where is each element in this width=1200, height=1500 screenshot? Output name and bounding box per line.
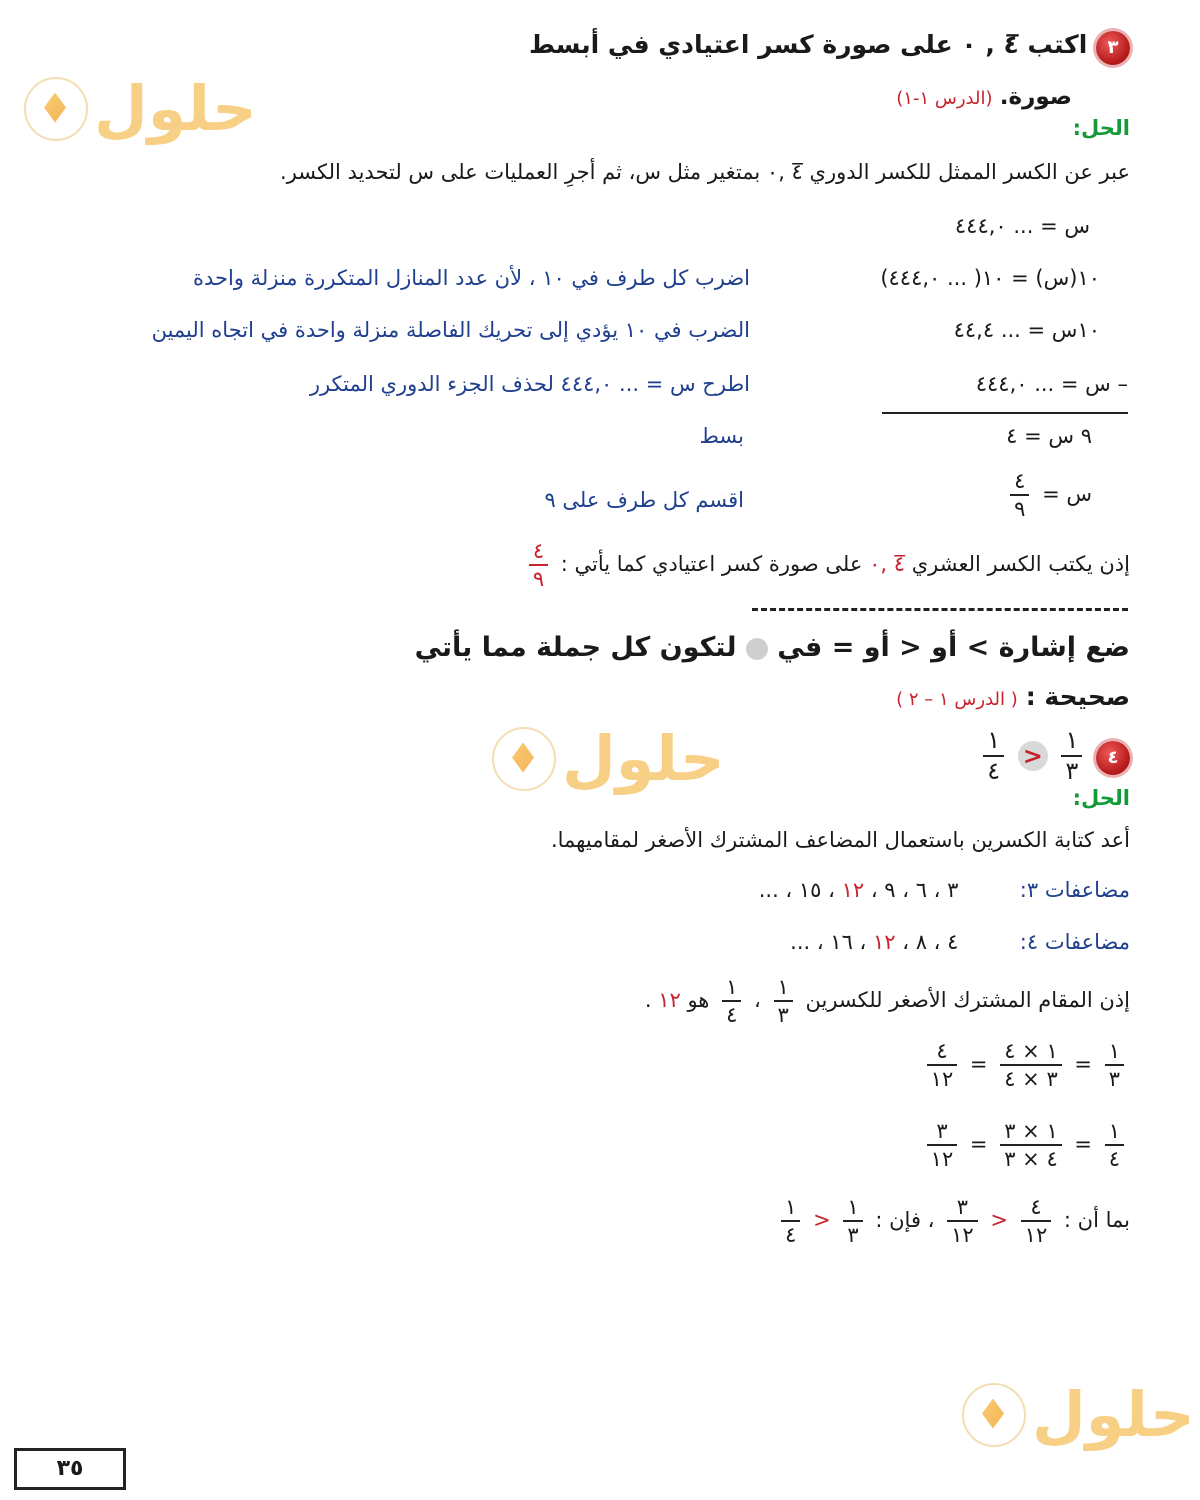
q3-step-eq: – س = ... ٤٤٤,٠: [975, 372, 1128, 396]
q3-step-eq: س = ... ٤٤٤,٠: [954, 214, 1090, 238]
lcd-statement: إذن المقام المشترك الأصغر للكسرين $\frac{١}{٣}$ ، $\frac{١}{٤}$ هو ١٢ .: [644, 975, 1130, 1028]
less-than-sign: <: [813, 1208, 831, 1233]
fraction: $\frac{١ \times ٣}{٤ \times ٣}$: [1000, 1120, 1062, 1170]
q3-step-note: بسط: [699, 424, 744, 448]
fraction: $\frac{١}{٣}$: [1105, 1040, 1124, 1090]
fraction: $\frac{١}{٤}$: [722, 976, 741, 1026]
compare-instruction: ضع إشارة > أو < أو = في لتكون كل جملة مما يأتي: [414, 632, 1130, 663]
fraction: $\frac{٣}{١٢}$: [947, 1196, 978, 1246]
q3-step-eq: ١٠س = ... ٤٤,٤: [953, 318, 1100, 342]
multiples-of-3: مضاعفات ٣: ٣ ، ٦ ، ٩ ، ١٢ ، ١٥ ، ...: [758, 878, 1130, 902]
q3-step-note: الضرب في ١٠ يؤدي إلى تحريك الفاصلة منزلة واحدة في اتجاه اليمين: [151, 318, 750, 342]
q3-step-eq: ٩ س = ٤: [1006, 424, 1092, 448]
fraction: $\frac{١}{٣}$: [1061, 728, 1082, 784]
q4-badge: ٤: [1096, 741, 1130, 775]
q3-final-eq: س = $\frac{٤}{٩}$: [1004, 470, 1092, 520]
q4-intro: أعد كتابة الكسرين باستعمال المضاعف المشترك الأصغر لمقاميهما.: [550, 828, 1130, 852]
watermark-text: حلول: [1032, 1378, 1195, 1451]
watermark-logo: [962, 1378, 1195, 1451]
compare-lesson-ref: ( الدرس ١ – ٢ ): [896, 689, 1018, 710]
fraction: $\frac{١}{٣}$: [774, 976, 793, 1026]
fraction: $\frac{٤}{٩}$: [529, 540, 548, 590]
subtraction-rule: [882, 412, 1128, 414]
q4-conclusion: بما أن : $\frac{٤}{١٢}$ < $\frac{٣}{١٢}$ ، فإن : $\frac{١}{٣}$ < $\frac{١}{٤}$: [775, 1196, 1130, 1246]
watermark-icon: [24, 77, 88, 141]
watermark-logo: [492, 722, 725, 795]
q3-title: [529, 30, 1130, 65]
watermark-logo: [24, 72, 257, 145]
fraction: $\frac{١}{٤}$: [983, 728, 1004, 784]
page-number: ٣٥: [14, 1448, 126, 1490]
q3-step-note: اقسم كل طرف على ٩: [544, 488, 744, 512]
fraction: $\frac{١}{٤}$: [781, 1196, 800, 1246]
equivalent-fraction-1: $\frac{١}{٣}$ = $\frac{١ \times ٤}{٣ \times ٤}$ = $\frac{٤}{١٢}$: [921, 1040, 1130, 1090]
watermark-icon: [962, 1383, 1026, 1447]
less-than-sign: <: [990, 1208, 1008, 1233]
fraction: $\frac{٤}{٩}$: [1010, 470, 1029, 520]
q3-conclusion: إذن يكتب الكسر العشري ٤̅ ,٠ على صورة كسر اعتيادي كما يأتي : $\frac{٤}{٩}$: [523, 540, 1130, 590]
q3-step-eq: ١٠(س) = ١٠( ... ٤٤٤,٠): [880, 266, 1100, 290]
watermark-text: حلول: [562, 722, 725, 795]
comparison-sign: <: [1018, 741, 1048, 771]
q3-badge: ٣: [1096, 31, 1130, 65]
q3-step-note: اضرب كل طرف في ١٠ ، لأن عدد المنازل المتكررة منزلة واحدة: [193, 266, 750, 290]
circle-blank-icon: [746, 638, 768, 660]
watermark-text: حلول: [94, 72, 257, 145]
multiples-of-4: مضاعفات ٤: ٤ ، ٨ ، ١٢ ، ١٦ ، ...: [790, 930, 1130, 954]
watermark-icon: [492, 727, 556, 791]
fraction: $\frac{١ \times ٤}{٣ \times ٤}$: [1000, 1040, 1062, 1090]
q3-title-line2: صورة. (الدرس ١-١): [896, 84, 1072, 110]
q4-problem: [977, 728, 1130, 784]
fraction: $\frac{١}{٣}$: [843, 1196, 862, 1246]
q3-lesson-ref: (الدرس ١-١): [896, 88, 993, 109]
q3-title-line1: اكتب ٤̅ , ٠ على صورة كسر اعتيادي في أبسط: [529, 30, 1088, 59]
q3-intro: عبر عن الكسر الممثل للكسر الدوري ٤̅ ,٠ بمتغير مثل س، ثم أجرِ العمليات على س لتحديد الكسر.: [280, 160, 1130, 184]
section-divider: [752, 608, 1128, 611]
fraction: $\frac{٤}{١٢}$: [1021, 1196, 1052, 1246]
fraction: $\frac{٤}{١٢}$: [927, 1040, 958, 1090]
q4-solution-label: الحل:: [1072, 786, 1130, 810]
q3-solution-label: الحل:: [1072, 116, 1130, 140]
fraction: $\frac{٣}{١٢}$: [927, 1120, 958, 1170]
q3-step-note: اطرح س = ... ٤٤٤,٠ لحذف الجزء الدوري المتكرر: [309, 372, 750, 396]
repeating-decimal: ٤̅ ,٠: [869, 552, 905, 577]
fraction: $\frac{١}{٤}$: [1105, 1120, 1124, 1170]
equivalent-fraction-2: $\frac{١}{٤}$ = $\frac{١ \times ٣}{٤ \times ٣}$ = $\frac{٣}{١٢}$: [921, 1120, 1130, 1170]
compare-instruction-line2: صحيحة : ( الدرس ١ – ٢ ): [896, 682, 1130, 711]
